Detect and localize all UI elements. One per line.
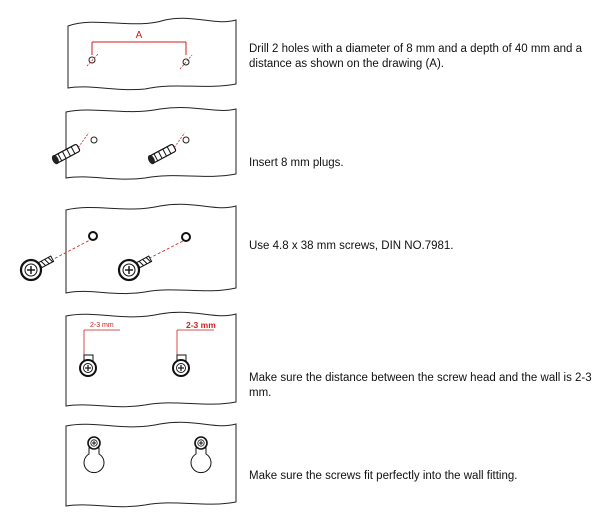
screw-head-right-icon xyxy=(119,260,139,280)
distance-figure xyxy=(0,310,245,410)
step-drill-text: Drill 2 holes with a diameter of 8 mm and a depth of 40 mm and a distance as shown on the drawing (A). xyxy=(249,43,583,70)
drill-holes-figure xyxy=(0,12,245,92)
step-fitting-text: Make sure the screws fit perfectly into the wall fitting. xyxy=(249,470,518,482)
wall-panel xyxy=(68,18,236,89)
step-distance xyxy=(0,310,613,410)
wall-panel xyxy=(66,204,236,293)
gap-label-right: 2-3 mm xyxy=(186,320,216,330)
step-plugs-text: Insert 8 mm plugs. xyxy=(249,157,344,169)
step-drill xyxy=(0,12,613,92)
fitting-figure xyxy=(0,420,245,510)
wall-panel xyxy=(66,108,236,180)
step-fitting xyxy=(0,420,613,510)
step-screws xyxy=(0,200,613,300)
plugs-figure xyxy=(0,104,245,184)
dimension-label: A xyxy=(135,30,143,41)
gap-label-left: 2-3 mm xyxy=(90,322,114,329)
step-plugs xyxy=(0,104,613,184)
screws-figure xyxy=(0,200,245,300)
step-screws-text: Use 4.8 x 38 mm screws, DIN NO.7981. xyxy=(249,240,454,252)
step-distance-text: Make sure the distance between the screw head and the wall is 2-3 mm. xyxy=(249,372,592,399)
screw-head-left-icon xyxy=(21,260,41,280)
